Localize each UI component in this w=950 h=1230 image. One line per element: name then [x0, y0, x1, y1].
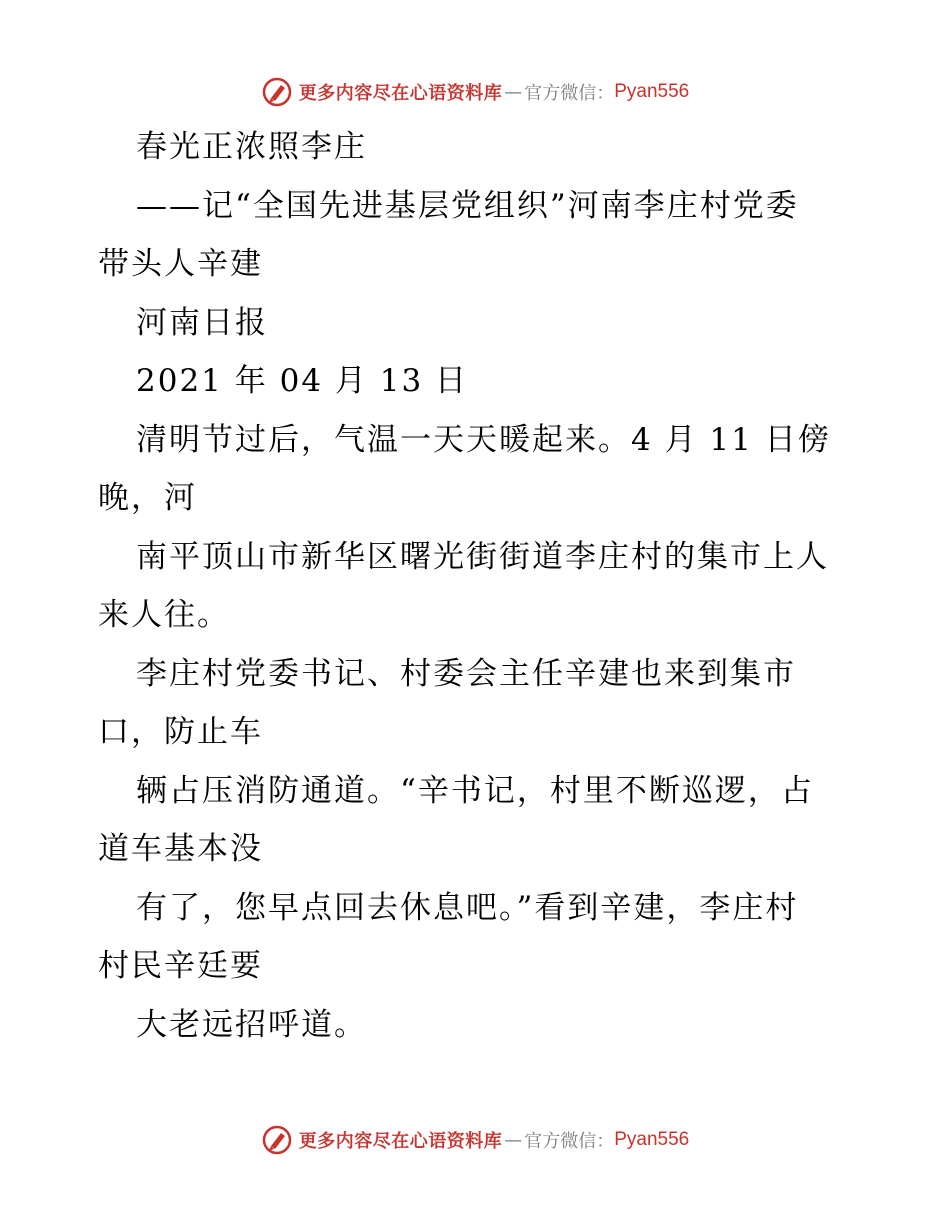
watermark-wechat-label: 官方微信：: [524, 83, 615, 104]
paragraph-line: 晚，河: [98, 480, 197, 516]
paragraph-line: 南平顶山市新华区曙光街街道李庄村的集市上人: [136, 538, 829, 575]
document-title: 春光正浓照李庄: [136, 129, 367, 165]
document-subtitle-line2: 带头人辛建: [98, 246, 263, 282]
paragraph-line: 大老远招呼道。: [136, 1006, 367, 1043]
paragraph-line: 口，防止车: [98, 714, 263, 750]
watermark-separator: —: [504, 81, 523, 103]
header-watermark: [0, 72, 950, 112]
watermark-site-text: 更多内容尽在心语资料库: [298, 83, 503, 104]
paragraph-line: 村民辛廷要: [98, 948, 263, 984]
document-source: 河南日报: [136, 304, 268, 341]
pen-nib-logo-icon: [261, 1124, 293, 1156]
watermark-wechat-id: Pyan556: [614, 1129, 690, 1150]
paragraph-line: 清明节过后，气温一天天暖起来。4 月 11 日傍: [136, 421, 831, 458]
document-date: 2021 年 04 月 13 日: [136, 363, 469, 399]
watermark-separator: —: [504, 1129, 523, 1151]
paragraph-line: 道车基本没: [98, 831, 263, 867]
watermark-wechat-label: 官方微信：: [524, 1131, 615, 1152]
paragraph-line: 有了，您早点回去休息吧。”看到辛建，李庄村: [136, 889, 799, 926]
watermark-wechat-id: Pyan556: [614, 81, 690, 102]
paragraph-line: 来人往。: [98, 597, 230, 633]
footer-watermark: [0, 1120, 950, 1160]
paragraph-line: 李庄村党委书记、村委会主任辛建也来到集市: [136, 655, 796, 692]
document-body: [98, 118, 852, 1054]
pen-nib-logo-icon: [261, 76, 293, 108]
watermark-site-text: 更多内容尽在心语资料库: [298, 1131, 503, 1152]
document-subtitle-line1: ——记“全国先进基层党组织”河南李庄村党委: [136, 187, 799, 224]
paragraph-line: 辆占压消防通道。“辛书记，村里不断巡逻，占: [136, 772, 814, 809]
